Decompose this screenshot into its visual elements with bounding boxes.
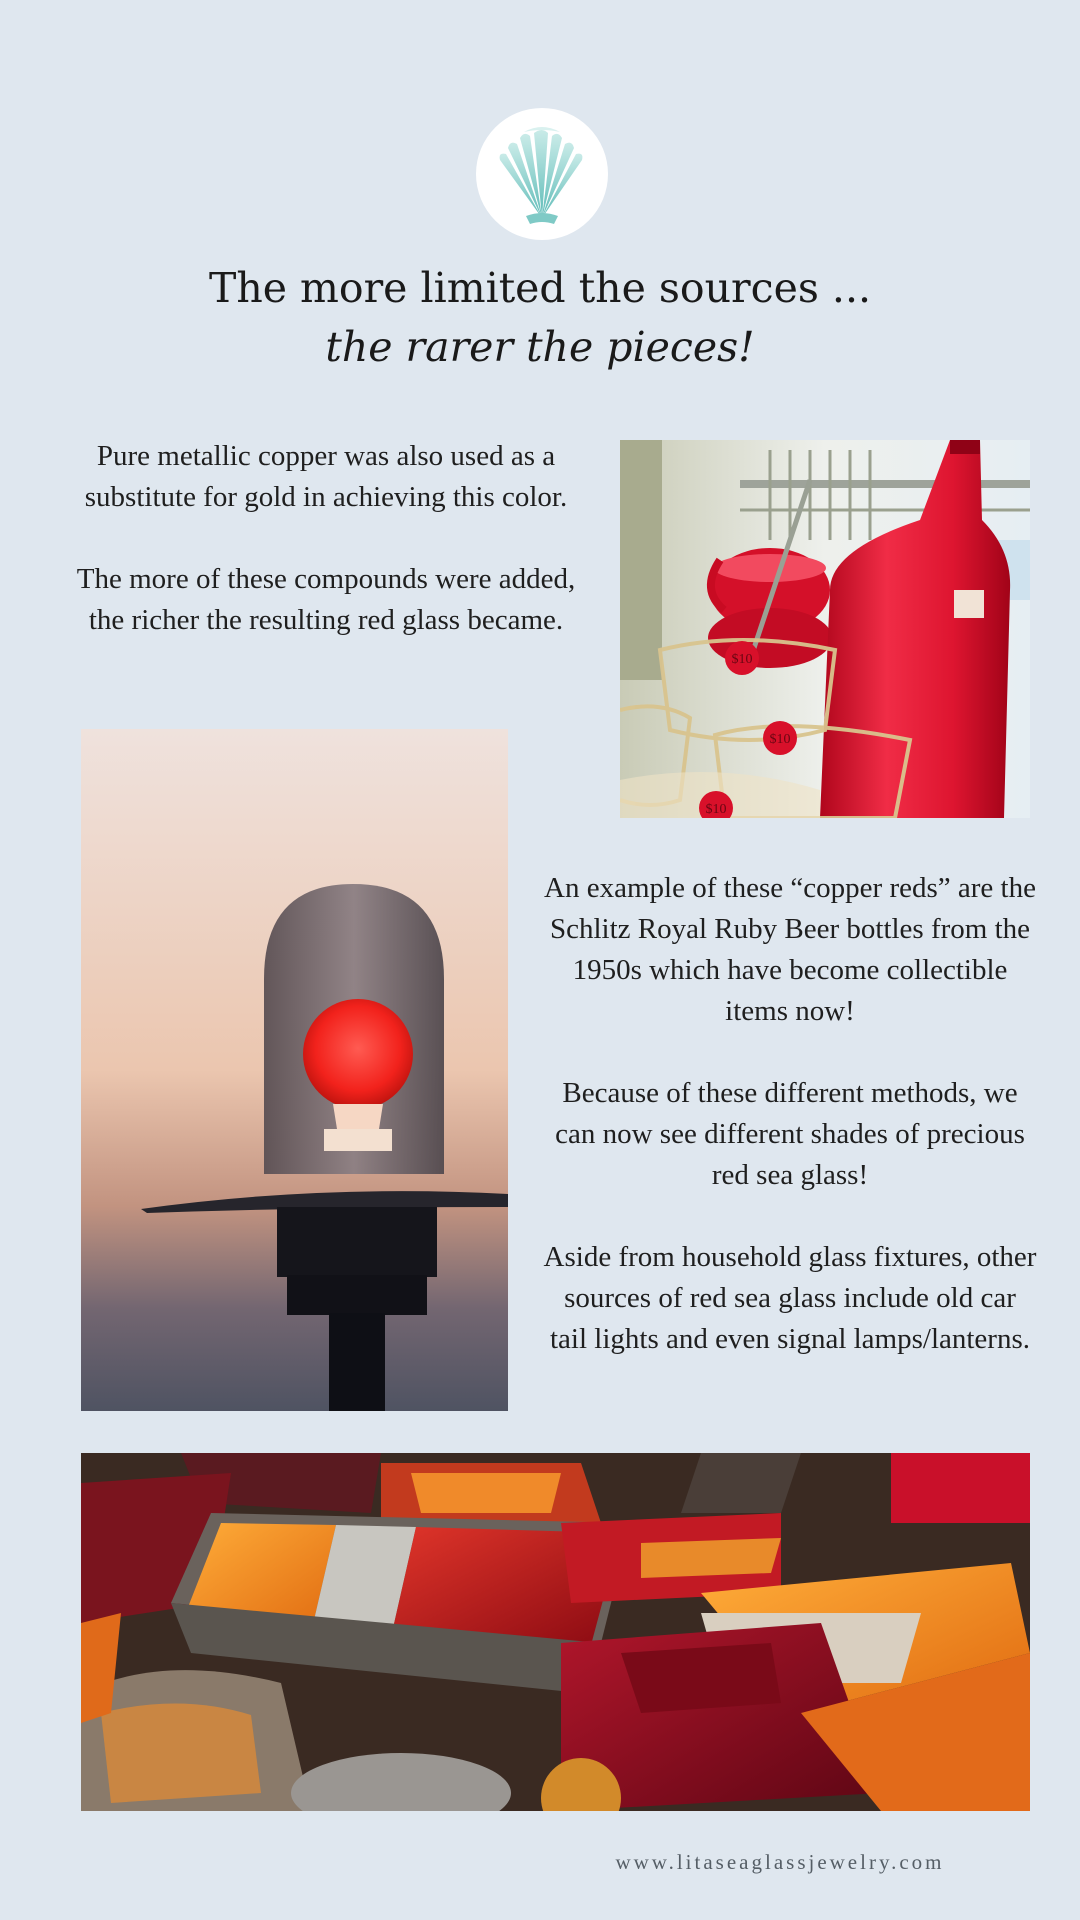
headline-line-1: The more limited the sources ... [208, 264, 872, 312]
copper-reds-text-block [542, 868, 1038, 1360]
copper-text-block [76, 436, 576, 641]
headline [0, 258, 1080, 376]
footer-website-url[interactable]: www.litaseaglassjewelry.com [615, 1850, 945, 1874]
paragraph: Because of these different methods, we can now see different shades of precious red sea glass! [555, 1077, 1025, 1191]
price-tag: $10 [705, 802, 727, 817]
paragraph: Pure metallic copper was also used as a substitute for gold in achieving this color. [84, 440, 568, 513]
price-tag: $10 [769, 732, 791, 747]
headline-line-2: the rarer the pieces! [325, 323, 755, 371]
price-tag: $10 [731, 652, 753, 667]
tail-lights-photo [81, 1453, 1030, 1811]
paragraph: The more of these compounds were added, the richer the resulting red glass became. [76, 563, 576, 636]
scallop-shell-icon [486, 118, 598, 230]
red-glassware-photo [620, 440, 1030, 818]
paragraph: An example of these “copper reds” are the Schlitz Royal Ruby Beer bottles from the 1950s which have become collectible items now! [544, 872, 1036, 1027]
signal-lamp-photo [81, 729, 508, 1411]
paragraph: Aside from household glass fixtures, other sources of red sea glass include old car tail lights and even signal lamps/lanterns. [543, 1241, 1037, 1355]
brand-logo [476, 108, 608, 240]
